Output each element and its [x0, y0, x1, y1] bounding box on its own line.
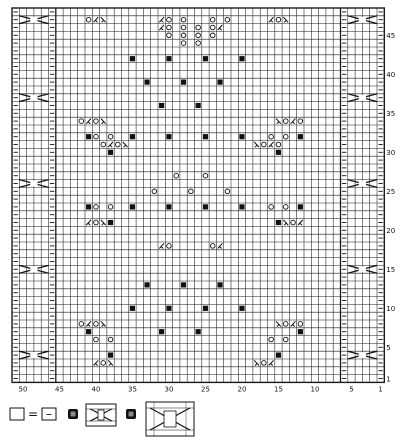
yarn-over-symbol — [174, 173, 179, 178]
yarn-over-symbol — [94, 134, 99, 139]
bobble-symbol — [144, 80, 149, 85]
yarn-over-symbol — [86, 17, 91, 22]
bobble-symbol — [86, 204, 91, 209]
yarn-over-symbol — [225, 189, 230, 194]
yarn-over-symbol — [283, 337, 288, 342]
yarn-over-symbol — [210, 33, 215, 38]
yarn-over-symbol — [108, 337, 113, 342]
yarn-over-symbol — [116, 142, 121, 147]
column-number: 50 — [18, 385, 28, 394]
yarn-over-symbol — [94, 220, 99, 225]
yarn-over-symbol — [181, 17, 186, 22]
bobble-symbol — [203, 134, 208, 139]
yarn-over-symbol — [79, 322, 84, 327]
yarn-over-symbol — [181, 41, 186, 46]
bobble-symbol — [203, 204, 208, 209]
yarn-over-symbol — [94, 119, 99, 124]
bobble-symbol — [130, 134, 135, 139]
yarn-over-symbol — [269, 205, 274, 210]
row-number: 20 — [386, 227, 396, 236]
yarn-over-symbol — [269, 134, 274, 139]
bobble-symbol — [298, 134, 303, 139]
row-number: 40 — [386, 71, 396, 80]
yarn-over-symbol — [269, 337, 274, 342]
yarn-over-symbol — [108, 134, 113, 139]
yarn-over-symbol — [283, 322, 288, 327]
cable-cross-center — [30, 17, 37, 23]
column-number: 1 — [378, 385, 383, 394]
yarn-over-symbol — [210, 17, 215, 22]
bobble-symbol — [166, 306, 171, 311]
yarn-over-symbol — [203, 173, 208, 178]
column-number: 30 — [164, 385, 174, 394]
row-number: 25 — [386, 188, 396, 197]
bobble-symbol — [298, 329, 303, 334]
bobble-symbol — [166, 134, 171, 139]
bobble-symbol — [276, 220, 281, 225]
legend-equals: = — [28, 407, 39, 421]
symbol-legend — [4, 400, 404, 440]
bobble-symbol — [276, 150, 281, 155]
yarn-over-symbol — [152, 189, 157, 194]
yarn-over-symbol — [225, 17, 230, 22]
bobble-symbol — [181, 80, 186, 85]
bobble-symbol — [239, 204, 244, 209]
yarn-over-symbol — [196, 41, 201, 46]
yarn-over-symbol — [283, 134, 288, 139]
legend-purl-square — [42, 407, 56, 421]
column-number: 45 — [54, 385, 64, 394]
column-number: 40 — [91, 385, 101, 394]
bobble-symbol — [196, 103, 201, 108]
column-number: 5 — [349, 385, 354, 394]
yarn-over-symbol — [298, 119, 303, 124]
yarn-over-symbol — [181, 25, 186, 30]
yarn-over-symbol — [101, 361, 106, 366]
yarn-over-symbol — [167, 17, 172, 22]
yarn-over-symbol — [94, 205, 99, 210]
row-number: 5 — [386, 344, 391, 353]
legend-small-cable-icon — [86, 404, 116, 426]
cable-cross-center — [30, 266, 37, 272]
bobble-symbol — [108, 353, 113, 358]
bobble-symbol — [181, 282, 186, 287]
legend-large-cable-icon — [146, 402, 194, 436]
bobble-symbol — [217, 80, 222, 85]
legend-bobble-icon-2 — [126, 409, 136, 419]
cable-cross-center — [359, 352, 366, 358]
bobble-symbol — [144, 282, 149, 287]
cable-cross-center — [30, 95, 37, 101]
bobble-symbol — [298, 204, 303, 209]
cable-cross-center — [359, 266, 366, 272]
bobble-symbol — [130, 306, 135, 311]
row-number: 35 — [386, 110, 396, 119]
column-number: 35 — [127, 385, 137, 394]
cable-cross-center — [359, 95, 366, 101]
bobble-symbol — [203, 306, 208, 311]
bobble-symbol — [196, 329, 201, 334]
row-number: 45 — [386, 32, 396, 41]
bobble-symbol — [130, 56, 135, 61]
bobble-symbol — [108, 150, 113, 155]
yarn-over-symbol — [94, 337, 99, 342]
yarn-over-symbol — [291, 220, 296, 225]
column-number: 10 — [310, 385, 320, 394]
row-number: 10 — [386, 305, 396, 314]
bobble-symbol — [108, 220, 113, 225]
row-number: 1 — [386, 375, 391, 384]
yarn-over-symbol — [210, 244, 215, 249]
legend-blank-square — [10, 408, 24, 420]
yarn-over-symbol — [210, 25, 215, 30]
yarn-over-symbol — [189, 189, 194, 194]
yarn-over-symbol — [298, 322, 303, 327]
bobble-symbol — [166, 56, 171, 61]
bobble-symbol — [159, 103, 164, 108]
bobble-symbol — [276, 353, 281, 358]
yarn-over-symbol — [167, 33, 172, 38]
bobble-symbol — [86, 329, 91, 334]
column-number: 20 — [237, 385, 247, 394]
yarn-over-symbol — [167, 25, 172, 30]
yarn-over-symbol — [101, 142, 106, 147]
yarn-over-symbol — [79, 119, 84, 124]
yarn-over-symbol — [167, 244, 172, 249]
yarn-over-symbol — [276, 17, 281, 22]
yarn-over-symbol — [283, 119, 288, 124]
bobble-symbol — [239, 306, 244, 311]
column-number: 15 — [273, 385, 283, 394]
bobble-symbol — [239, 56, 244, 61]
yarn-over-symbol — [196, 25, 201, 30]
bobble-symbol — [159, 329, 164, 334]
yarn-over-symbol — [276, 142, 281, 147]
bobble-symbol — [86, 134, 91, 139]
row-number: 15 — [386, 266, 396, 275]
bobble-symbol — [166, 204, 171, 209]
row-number: 30 — [386, 149, 396, 158]
yarn-over-symbol — [181, 33, 186, 38]
yarn-over-symbol — [108, 205, 113, 210]
bobble-symbol — [130, 204, 135, 209]
legend-bobble-icon — [68, 409, 78, 419]
yarn-over-symbol — [283, 205, 288, 210]
cable-cross-center — [30, 352, 37, 358]
cable-cross-center — [359, 181, 366, 187]
chart-grid — [12, 8, 384, 382]
legend-purl-mark: – — [46, 407, 52, 421]
bobble-symbol — [239, 134, 244, 139]
cable-cross-center — [30, 181, 37, 187]
cable-cross-center — [359, 17, 366, 23]
yarn-over-symbol — [94, 322, 99, 327]
bobble-symbol — [217, 282, 222, 287]
yarn-over-symbol — [196, 33, 201, 38]
yarn-over-symbol — [262, 361, 267, 366]
yarn-over-symbol — [262, 142, 267, 147]
column-number: 25 — [200, 385, 210, 394]
bobble-symbol — [203, 56, 208, 61]
